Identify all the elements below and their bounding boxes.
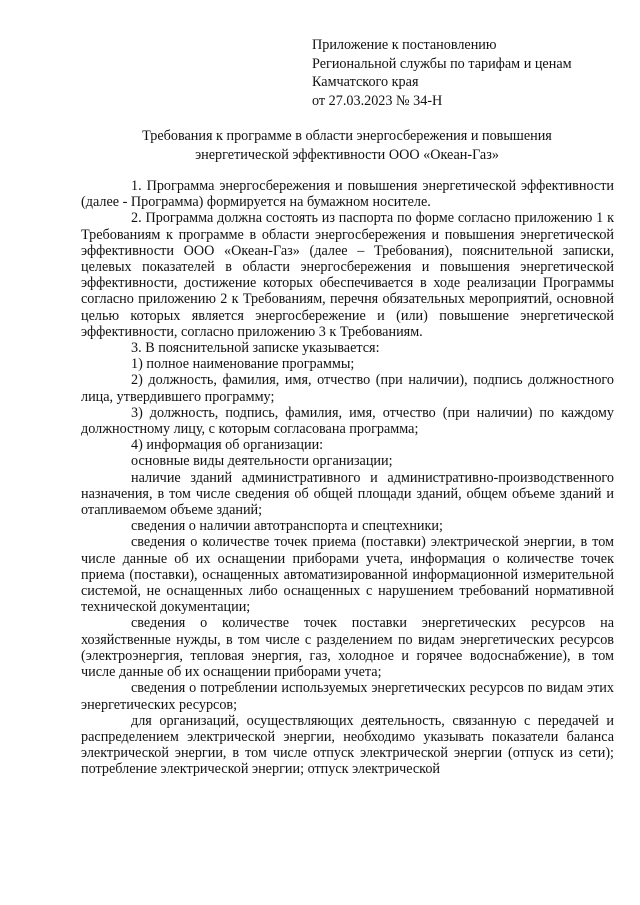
approval-line: Камчатского края — [312, 74, 419, 91]
title-line: энергетической эффективности ООО «Океан-Газ» — [195, 146, 499, 163]
paragraph: основные виды деятельности организации; — [131, 453, 393, 470]
paragraph: 1) полное наименование программы; — [131, 356, 355, 373]
paragraph: 2. Программа должна состоять из паспорта по форме согласно приложению 1 к Требованиям к программе в области энергосбережения и повышения энергетической эффективности ООО «Океан-Газ» (далее – Требования), пояснительной записки, целевых показателей в области энергосбережения и повышения энергетической эффективности, достижение которых обеспечивается в ходе реализации Программы согласно приложению 2 к Требованиям, перечня обязательных мероприятий, основной целью которых является энергосбережение и (или) повышение энергетической эффективности, согласно приложению 3 к Требованиям. — [81, 210, 614, 340]
paragraph: 3. В пояснительной записке указывается: — [131, 340, 380, 357]
paragraph: 1. Программа энергосбережения и повышения энергетической эффективности (далее - Программа) формируется на бумажном носителе. — [81, 178, 614, 211]
paragraph: сведения о количестве точек приема (поставки) электрической энергии, в том числе данные об их оснащении приборами учета, информация о количестве точек приема (поставки), оснащенных автоматизированной информационной измерительной системой, не оснащенных либо оснащенных с нарушением требований нормативной технической документации; — [81, 534, 614, 616]
paragraph: сведения о количестве точек поставки энергетических ресурсов на хозяйственные нужды, в том числе с разделением по видам энергетических ресурсов (электроэнергия, тепловая энергия, газ, холодное и горячее водоснабжение), в том числе данные об их оснащении приборами учета; — [81, 615, 614, 681]
title-line: Требования к программе в области энергосбережения и повышения — [142, 128, 552, 144]
document-body — [81, 178, 614, 778]
paragraph: сведения о наличии автотранспорта и спецтехники; — [131, 518, 443, 535]
paragraph: 4) информация об организации: — [131, 437, 324, 454]
approval-date-line: от 27.03.2023 № 34-Н — [312, 92, 443, 109]
paragraph: 3) должность, подпись, фамилия, имя, отчество (при наличии) по каждому должностному лицу, с которым согласована программа; — [81, 404, 614, 438]
document-title — [80, 127, 614, 164]
paragraph: для организаций, осуществляющих деятельность, связанную с передачей и распределением электрической энергии, необходимо указывать показатели баланса электрической энергии, в том числе отпуск электрической энергии (отпуск из сети); потребление электрической энергии; отпуск электрической — [81, 712, 614, 778]
approval-line: Приложение к постановлению — [312, 37, 497, 53]
paragraph: 2) должность, фамилия, имя, отчество (при наличии), подпись должностного лица, утвердившего программу; — [81, 372, 614, 405]
approval-block — [312, 36, 612, 110]
paragraph: наличие зданий административного и административно-производственного назначения, в том числе сведения об общей площади зданий, общем объеме зданий и отапливаемом объеме зданий; — [81, 469, 614, 519]
approval-line: Региональной службы по тарифам и ценам — [312, 55, 572, 72]
paragraph: сведения о потреблении используемых энергетических ресурсов по видам этих энергетических ресурсов; — [81, 680, 614, 713]
